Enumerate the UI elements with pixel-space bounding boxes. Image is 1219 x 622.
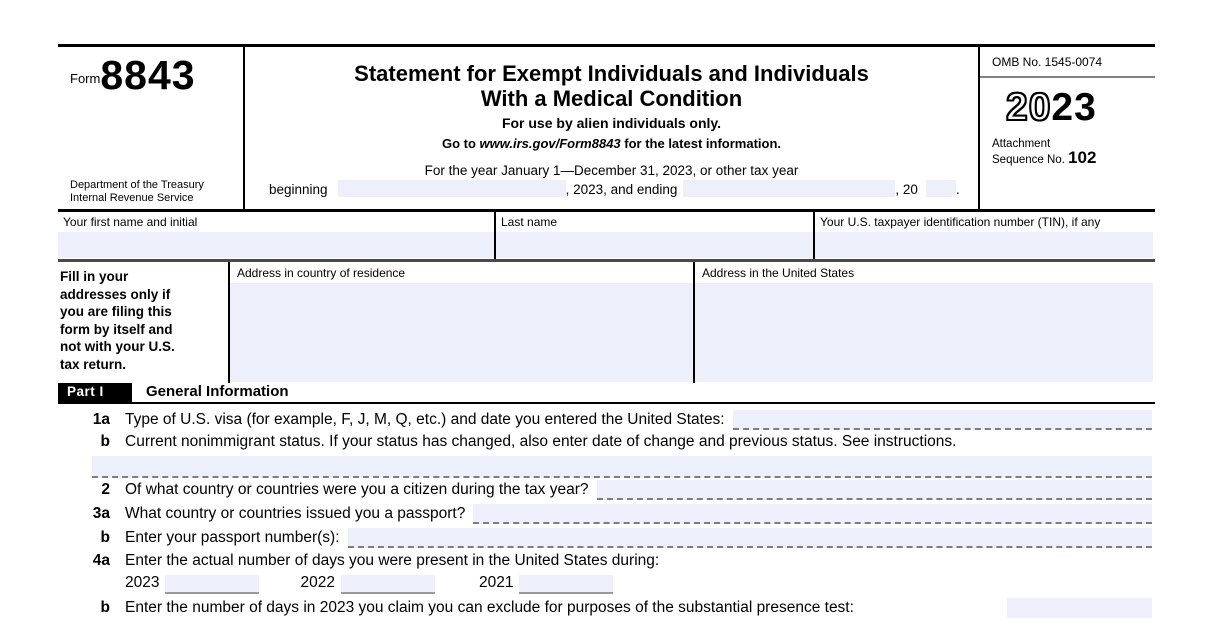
- ending-date-field[interactable]: [683, 180, 895, 197]
- address-row: [58, 262, 1155, 383]
- question-3b-number: b: [100, 529, 110, 546]
- beginning-date-field[interactable]: [338, 180, 566, 197]
- agency-block: [70, 179, 204, 204]
- form-subtitle: For use by alien individuals only.: [501, 115, 722, 131]
- tax-year-entry-row: [245, 178, 978, 200]
- days-2023-field[interactable]: [165, 575, 259, 594]
- tin-cell: [813, 212, 1153, 259]
- question-2-number: 2: [101, 481, 110, 498]
- address-instructions-line: addresses only if: [60, 286, 171, 302]
- tax-year-line: For the year January 1—December 31, 2023, or other tax year: [424, 163, 799, 178]
- first-name-label: Your first name and initial: [63, 215, 198, 229]
- year-2021-label: 2021: [478, 574, 514, 591]
- address-instructions-line: form by itself and: [60, 321, 173, 337]
- question-3a-text: What country or countries issued you a passport?: [125, 505, 466, 522]
- beginning-label: beginning: [269, 182, 328, 197]
- passport-country-field[interactable]: [473, 504, 1152, 524]
- attachment-sequence: [992, 138, 1153, 167]
- title-block: [245, 47, 978, 209]
- year-2022-label: 2022: [300, 574, 335, 591]
- form-word: Form: [70, 71, 101, 86]
- ending-suffix-label: , 20: [895, 182, 918, 197]
- question-1b-text: Current nonimmigrant status. If your status has changed, also enter date of change and previous status. See instructions.: [125, 433, 957, 450]
- tin-field[interactable]: [815, 232, 1153, 258]
- goto-prefix: Go to: [441, 136, 480, 151]
- question-4b-number: b: [100, 599, 110, 616]
- year-bold-digits: 23: [1051, 86, 1097, 129]
- us-address-cell: [693, 262, 1153, 383]
- question-4a-text: Enter the actual number of days you were present in the United States during:: [125, 552, 660, 569]
- question-3a-row: [58, 504, 1152, 524]
- us-address-field[interactable]: [695, 283, 1153, 382]
- omb-block: [978, 47, 1153, 209]
- goto-line: [442, 136, 781, 151]
- first-name-cell: [58, 212, 494, 259]
- address-instructions-line: tax return.: [60, 356, 127, 372]
- year-outline-digits: 20: [1006, 86, 1052, 129]
- question-3b-row: [58, 528, 1152, 548]
- question-3a-number: 3a: [92, 505, 110, 522]
- question-1a-text: Type of U.S. visa (for example, F, J, M, Q, etc.) and date you entered the United States:: [125, 411, 725, 428]
- question-4b-row: [58, 598, 1152, 618]
- form-title-line1: Statement for Exempt Individuals and Individuals: [354, 61, 869, 86]
- form-header: [58, 44, 1155, 212]
- days-present-row: [125, 572, 613, 594]
- goto-suffix: for the latest information.: [620, 136, 781, 151]
- agency-line2: Internal Revenue Service: [70, 191, 194, 204]
- first-name-field[interactable]: [58, 232, 494, 258]
- question-3b-text: Enter your passport number(s):: [125, 529, 340, 546]
- question-4b-text: Enter the number of days in 2023 you claim you can exclude for purposes of the substantial presence test:: [125, 599, 854, 616]
- sequence-label: Sequence No.: [992, 154, 1069, 166]
- part1-header: [58, 383, 1155, 404]
- form-title: [354, 61, 869, 111]
- last-name-label: Last name: [501, 215, 558, 229]
- residence-address-label: Address in country of residence: [237, 266, 406, 280]
- question-2-text: Of what country or countries were you a citizen during the tax year?: [125, 481, 589, 498]
- agency-line1: Department of the Treasury: [70, 179, 204, 191]
- irs-url: www.irs.gov/Form8843: [479, 136, 621, 151]
- address-instructions-line: you are filing this: [60, 304, 172, 319]
- us-address-label: Address in the United States: [702, 266, 855, 280]
- visa-and-entry-date-field[interactable]: [733, 410, 1152, 430]
- beginning-mid-label: , 2023, and ending: [565, 182, 678, 197]
- question-1a-number: 1a: [92, 411, 110, 428]
- form-body: [58, 44, 1155, 404]
- identity-row: [58, 212, 1155, 262]
- question-4a-number: 4a: [92, 552, 110, 569]
- ending-year-field[interactable]: [926, 180, 956, 197]
- attachment-line2: [992, 148, 1153, 167]
- last-name-field[interactable]: [496, 232, 813, 258]
- tin-label: Your U.S. taxpayer identification number (TIN), if any: [820, 215, 1101, 229]
- nonimmigrant-status-field[interactable]: [92, 456, 1152, 478]
- sequence-number: 102: [1068, 148, 1097, 167]
- part1-badge: Part I: [58, 383, 132, 402]
- citizenship-country-field[interactable]: [597, 480, 1152, 500]
- attachment-line1: Attachment: [992, 138, 1051, 150]
- form-title-line2: With a Medical Condition: [480, 86, 743, 111]
- question-1a-row: [58, 410, 1152, 430]
- last-name-cell: [494, 212, 813, 259]
- year-2023-label: 2023: [125, 574, 160, 591]
- question-1b-row: [58, 432, 1152, 452]
- address-instructions-line: not with your U.S.: [60, 339, 175, 354]
- omb-divider: [980, 76, 1155, 78]
- question-1b-number: b: [100, 433, 110, 450]
- question-4a-row: [58, 551, 1152, 571]
- form-number: 8843: [100, 52, 196, 98]
- address-instructions-line: Fill in your: [60, 269, 129, 284]
- passport-number-field[interactable]: [348, 528, 1152, 548]
- address-instructions: [58, 262, 228, 383]
- days-2022-field[interactable]: [341, 575, 435, 594]
- tax-year-badge: [1006, 88, 1153, 128]
- part1-title: General Information: [146, 383, 289, 400]
- days-2021-field[interactable]: [519, 575, 613, 594]
- residence-address-cell: [228, 262, 693, 383]
- residence-address-field[interactable]: [230, 283, 693, 382]
- excluded-days-field[interactable]: [1007, 598, 1152, 618]
- form-id-block: [58, 47, 245, 209]
- omb-number: OMB No. 1545-0074: [992, 55, 1103, 69]
- question-2-row: [58, 480, 1152, 500]
- period-label: .: [955, 182, 960, 197]
